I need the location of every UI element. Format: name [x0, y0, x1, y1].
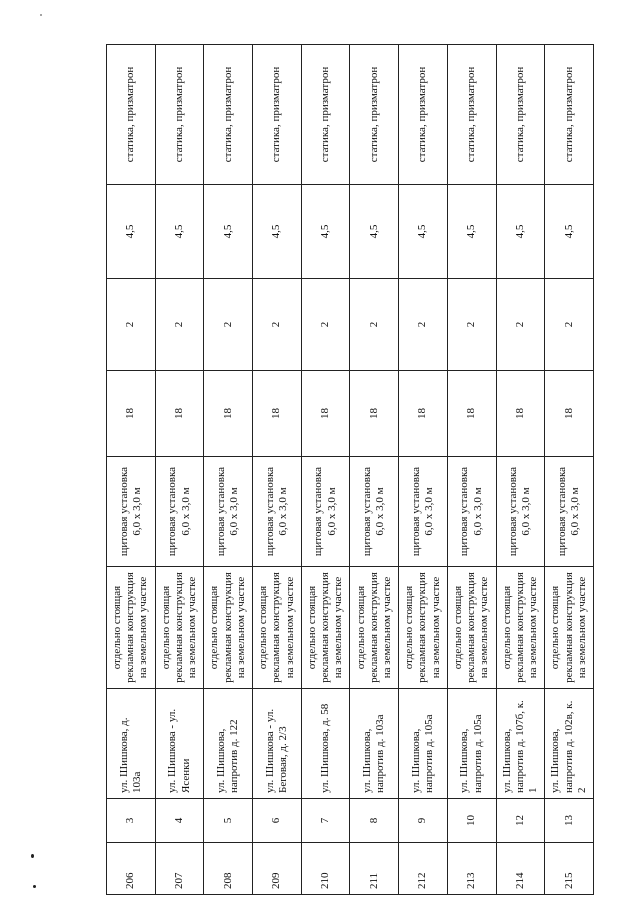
scan-speck: [31, 854, 34, 858]
height-cell: 4,5: [350, 185, 399, 279]
area-cell: 18: [253, 371, 302, 457]
address-cell: ул. Шишкова, напротив д. 102в, к. 2: [545, 689, 594, 799]
faces-cell: 2: [301, 279, 350, 371]
address-cell: ул. Шишкова - ул. Беговая, д. 2/3: [253, 689, 302, 799]
structure-type-cell: щитовая установка 6,0 х 3,0 м: [350, 457, 399, 567]
table-row: [447, 45, 496, 895]
area-cell: 18: [447, 371, 496, 457]
height-cell: 4,5: [107, 185, 156, 279]
table-row: [350, 45, 399, 895]
faces-cell: 2: [496, 279, 545, 371]
area-cell: 18: [496, 371, 545, 457]
table-row: [545, 45, 594, 895]
structure-kind-cell: отдельно стоящая рекламная конструкция на земельном участке: [301, 567, 350, 689]
row-number-cell: 212: [399, 843, 448, 895]
technology-cell: статика, призматрон: [301, 45, 350, 185]
height-cell: 4,5: [155, 185, 204, 279]
scan-speck: [40, 14, 42, 16]
height-cell: 4,5: [545, 185, 594, 279]
faces-cell: 2: [399, 279, 448, 371]
structure-kind-cell: отдельно стоящая рекламная конструкция на земельном участке: [399, 567, 448, 689]
table-row: [253, 45, 302, 895]
row-number-cell: 207: [155, 843, 204, 895]
ordinal-cell: 6: [253, 799, 302, 843]
address-cell: ул. Шишкова, напротив д. 103а: [350, 689, 399, 799]
structure-type-cell: щитовая установка 6,0 х 3,0 м: [155, 457, 204, 567]
structure-kind-cell: отдельно стоящая рекламная конструкция на земельном участке: [545, 567, 594, 689]
ordinal-cell: 12: [496, 799, 545, 843]
technology-cell: статика, призматрон: [350, 45, 399, 185]
faces-cell: 2: [447, 279, 496, 371]
ordinal-cell: 7: [301, 799, 350, 843]
table-row: [204, 45, 253, 895]
technology-cell: статика, призматрон: [107, 45, 156, 185]
faces-cell: 2: [253, 279, 302, 371]
technology-cell: статика, призматрон: [399, 45, 448, 185]
row-number-cell: 214: [496, 843, 545, 895]
area-cell: 18: [350, 371, 399, 457]
faces-cell: 2: [107, 279, 156, 371]
faces-cell: 2: [155, 279, 204, 371]
technology-cell: статика, призматрон: [545, 45, 594, 185]
address-cell: ул. Шишкова, д. 103а: [107, 689, 156, 799]
row-number-cell: 206: [107, 843, 156, 895]
height-cell: 4,5: [399, 185, 448, 279]
height-cell: 4,5: [253, 185, 302, 279]
ordinal-cell: 13: [545, 799, 594, 843]
structure-kind-cell: отдельно стоящая рекламная конструкция на земельном участке: [155, 567, 204, 689]
structure-type-cell: щитовая установка 6,0 х 3,0 м: [399, 457, 448, 567]
technology-cell: статика, призматрон: [447, 45, 496, 185]
structure-kind-cell: отдельно стоящая рекламная конструкция на земельном участке: [253, 567, 302, 689]
structure-type-cell: щитовая установка 6,0 х 3,0 м: [204, 457, 253, 567]
row-number-cell: 215: [545, 843, 594, 895]
structure-kind-cell: отдельно стоящая рекламная конструкция на земельном участке: [350, 567, 399, 689]
structure-type-cell: щитовая установка 6,0 х 3,0 м: [545, 457, 594, 567]
height-cell: 4,5: [447, 185, 496, 279]
area-cell: 18: [107, 371, 156, 457]
structure-type-cell: щитовая установка 6,0 х 3,0 м: [447, 457, 496, 567]
row-number-cell: 210: [301, 843, 350, 895]
address-cell: ул. Шишкова, напротив д. 107б, к. 1: [496, 689, 545, 799]
table-row: [496, 45, 545, 895]
address-cell: ул. Шишкова, напротив д. 122: [204, 689, 253, 799]
structure-kind-cell: отдельно стоящая рекламная конструкция на земельном участке: [107, 567, 156, 689]
address-cell: ул. Шишкова, напротив д. 105а: [447, 689, 496, 799]
technology-cell: статика, призматрон: [253, 45, 302, 185]
height-cell: 4,5: [496, 185, 545, 279]
ordinal-cell: 9: [399, 799, 448, 843]
technology-cell: статика, призматрон: [204, 45, 253, 185]
structure-kind-cell: отдельно стоящая рекламная конструкция на земельном участке: [496, 567, 545, 689]
faces-cell: 2: [204, 279, 253, 371]
area-cell: 18: [545, 371, 594, 457]
structure-type-cell: щитовая установка 6,0 х 3,0 м: [496, 457, 545, 567]
table-row: [155, 45, 204, 895]
address-cell: ул. Шишкова, напротив д. 105а: [399, 689, 448, 799]
ordinal-cell: 3: [107, 799, 156, 843]
ordinal-cell: 5: [204, 799, 253, 843]
table-body: [107, 45, 594, 895]
technology-cell: статика, призматрон: [496, 45, 545, 185]
rotated-table-frame: [106, 45, 594, 895]
structure-type-cell: щитовая установка 6,0 х 3,0 м: [253, 457, 302, 567]
structure-kind-cell: отдельно стоящая рекламная конструкция на земельном участке: [204, 567, 253, 689]
structure-type-cell: щитовая установка 6,0 х 3,0 м: [301, 457, 350, 567]
area-cell: 18: [204, 371, 253, 457]
row-number-cell: 213: [447, 843, 496, 895]
area-cell: 18: [399, 371, 448, 457]
ordinal-cell: 8: [350, 799, 399, 843]
table-row: [399, 45, 448, 895]
row-number-cell: 208: [204, 843, 253, 895]
address-cell: ул. Шишкова - ул. Ясенки: [155, 689, 204, 799]
area-cell: 18: [301, 371, 350, 457]
technology-cell: статика, призматрон: [155, 45, 204, 185]
height-cell: 4,5: [301, 185, 350, 279]
structure-kind-cell: отдельно стоящая рекламная конструкция на земельном участке: [447, 567, 496, 689]
faces-cell: 2: [350, 279, 399, 371]
ordinal-cell: 10: [447, 799, 496, 843]
row-number-cell: 211: [350, 843, 399, 895]
scan-speck: [33, 885, 36, 888]
ordinal-cell: 4: [155, 799, 204, 843]
address-cell: ул. Шишкова, д. 58: [301, 689, 350, 799]
row-number-cell: 209: [253, 843, 302, 895]
height-cell: 4,5: [204, 185, 253, 279]
table-row: [107, 45, 156, 895]
faces-cell: 2: [545, 279, 594, 371]
structure-type-cell: щитовая установка 6,0 х 3,0 м: [107, 457, 156, 567]
advertising-structures-table: [106, 44, 594, 895]
area-cell: 18: [155, 371, 204, 457]
table-row: [301, 45, 350, 895]
